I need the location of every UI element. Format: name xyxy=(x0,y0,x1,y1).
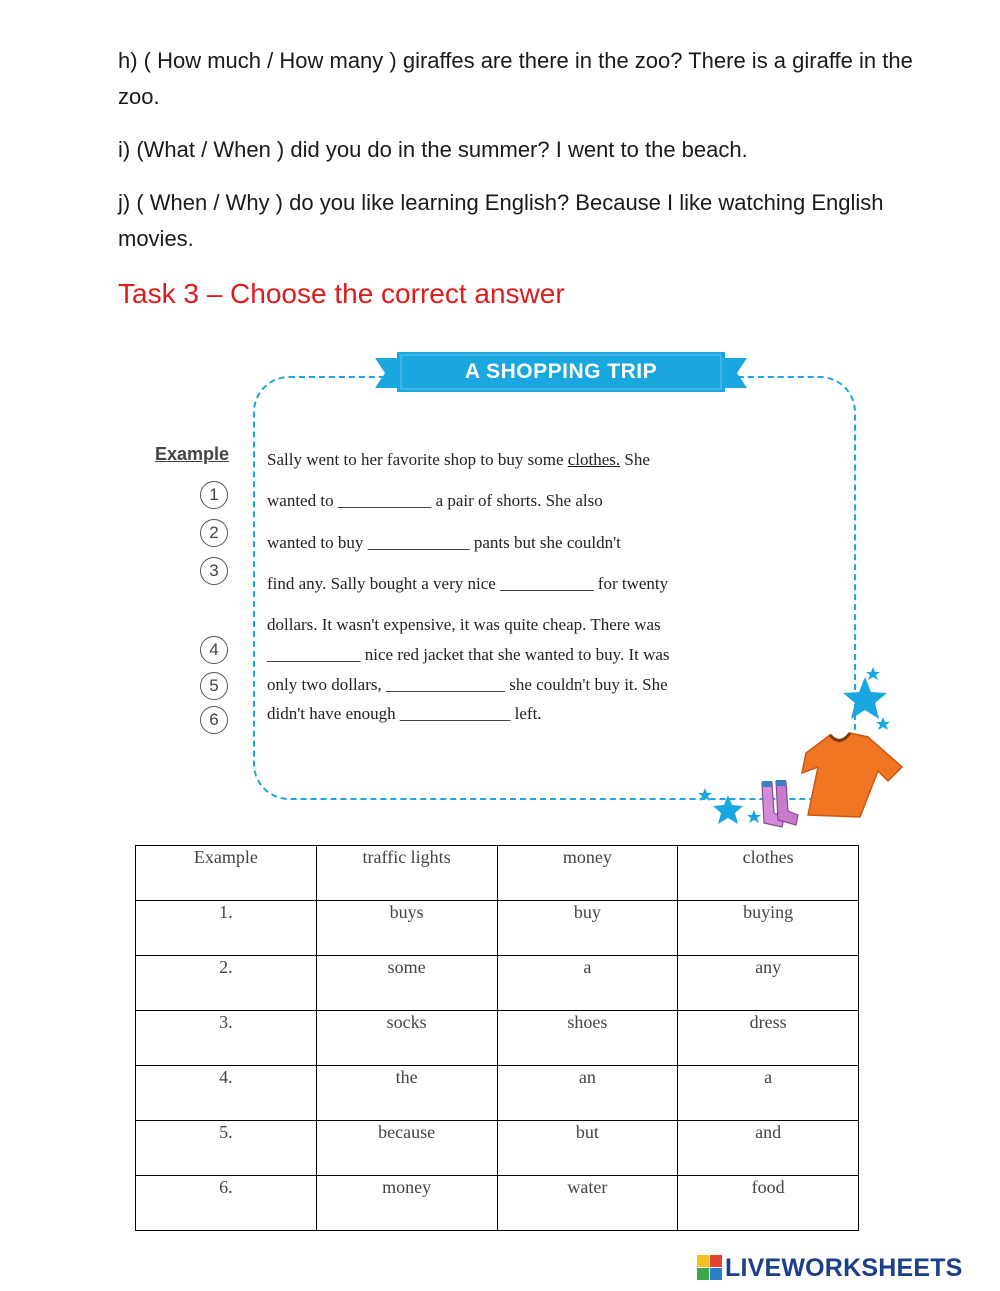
option-cell[interactable]: food xyxy=(678,1176,859,1231)
option-cell[interactable]: buying xyxy=(678,901,859,956)
question-number-cell: 1. xyxy=(136,901,317,956)
number-circle-2: 2 xyxy=(200,519,228,547)
number-circle-1: 1 xyxy=(200,481,228,509)
number-circle-5: 5 xyxy=(200,672,228,700)
question-h: h) ( How much / How many ) giraffes are there in the zoo? There is a giraffe in the zoo. xyxy=(118,48,913,109)
example-label: Example xyxy=(155,444,230,464)
option-cell[interactable]: a xyxy=(678,1066,859,1121)
question-number-cell: 4. xyxy=(136,1066,317,1121)
table-row xyxy=(136,1176,859,1231)
number-circle-3: 3 xyxy=(200,557,228,585)
question-number-cell: 2. xyxy=(136,956,317,1011)
sock-icon xyxy=(776,781,798,825)
table-row xyxy=(136,956,859,1011)
banner-title: A SHOPPING TRIP xyxy=(464,360,658,383)
option-cell[interactable]: the xyxy=(316,1066,497,1121)
option-cell[interactable]: socks xyxy=(316,1011,497,1066)
option-cell[interactable]: dress xyxy=(678,1011,859,1066)
number-circle-6: 6 xyxy=(200,706,228,734)
option-cell[interactable]: any xyxy=(678,956,859,1011)
option-cell[interactable]: some xyxy=(316,956,497,1011)
passage-line-6: ___________ nice red jacket that she wanted to buy. It was xyxy=(267,645,670,664)
question-number-cell: 3. xyxy=(136,1011,317,1066)
option-cell[interactable]: and xyxy=(678,1121,859,1176)
star-icon xyxy=(876,717,890,730)
option-cell[interactable]: an xyxy=(497,1066,678,1121)
clothes-illustration xyxy=(690,655,915,835)
table-row xyxy=(136,846,859,901)
star-icon xyxy=(713,795,743,824)
star-icon xyxy=(843,677,887,719)
passage-line-8: didn't have enough _____________ left. xyxy=(267,704,542,723)
star-icon xyxy=(747,810,761,823)
question-number-cell: Example xyxy=(136,846,317,901)
passage-banner xyxy=(375,352,747,392)
option-cell[interactable]: but xyxy=(497,1121,678,1176)
example-answer: clothes. xyxy=(567,450,621,469)
option-cell[interactable]: shoes xyxy=(497,1011,678,1066)
logo-text: LIVEWORKSHEETS xyxy=(725,1253,963,1282)
question-i: i) (What / When ) did you do in the summer? I went to the beach. xyxy=(118,137,748,162)
table-row xyxy=(136,1121,859,1176)
question-number-cell: 5. xyxy=(136,1121,317,1176)
table-row xyxy=(136,1011,859,1066)
option-cell[interactable]: money xyxy=(497,846,678,901)
number-circle-4: 4 xyxy=(200,636,228,664)
table-row xyxy=(136,1066,859,1121)
passage-line-4: find any. Sally bought a very nice ___________ for twenty xyxy=(267,574,669,593)
t-shirt-icon xyxy=(802,733,902,817)
liveworksheets-logo xyxy=(697,1253,963,1283)
star-icon xyxy=(866,667,880,680)
option-cell[interactable]: a xyxy=(497,956,678,1011)
option-cell[interactable]: buy xyxy=(497,901,678,956)
table-row xyxy=(136,901,859,956)
task-title: Task 3 – Choose the correct answer xyxy=(118,278,565,309)
option-cell[interactable]: because xyxy=(316,1121,497,1176)
options-table xyxy=(135,845,859,1231)
question-j: j) ( When / Why ) do you like learning English? Because I like watching English movies. xyxy=(118,190,884,251)
option-cell[interactable]: clothes xyxy=(678,846,859,901)
passage-line-5: dollars. It wasn't expensive, it was quite cheap. There was xyxy=(267,615,661,634)
live-badge-icon xyxy=(697,1255,723,1281)
passage-line-3: wanted to buy ____________ pants but she couldn't xyxy=(267,533,621,552)
option-cell[interactable]: water xyxy=(497,1176,678,1231)
option-cell[interactable]: traffic lights xyxy=(316,846,497,901)
passage-line-7: only two dollars, ______________ she couldn't buy it. She xyxy=(267,675,668,694)
passage-line-1: Sally went to her favorite shop to buy some clothes. She xyxy=(267,450,650,469)
star-icon xyxy=(698,788,712,801)
option-cell[interactable]: buys xyxy=(316,901,497,956)
option-cell[interactable]: money xyxy=(316,1176,497,1231)
passage-line-2: wanted to ___________ a pair of shorts. She also xyxy=(267,491,603,510)
question-number-cell: 6. xyxy=(136,1176,317,1231)
